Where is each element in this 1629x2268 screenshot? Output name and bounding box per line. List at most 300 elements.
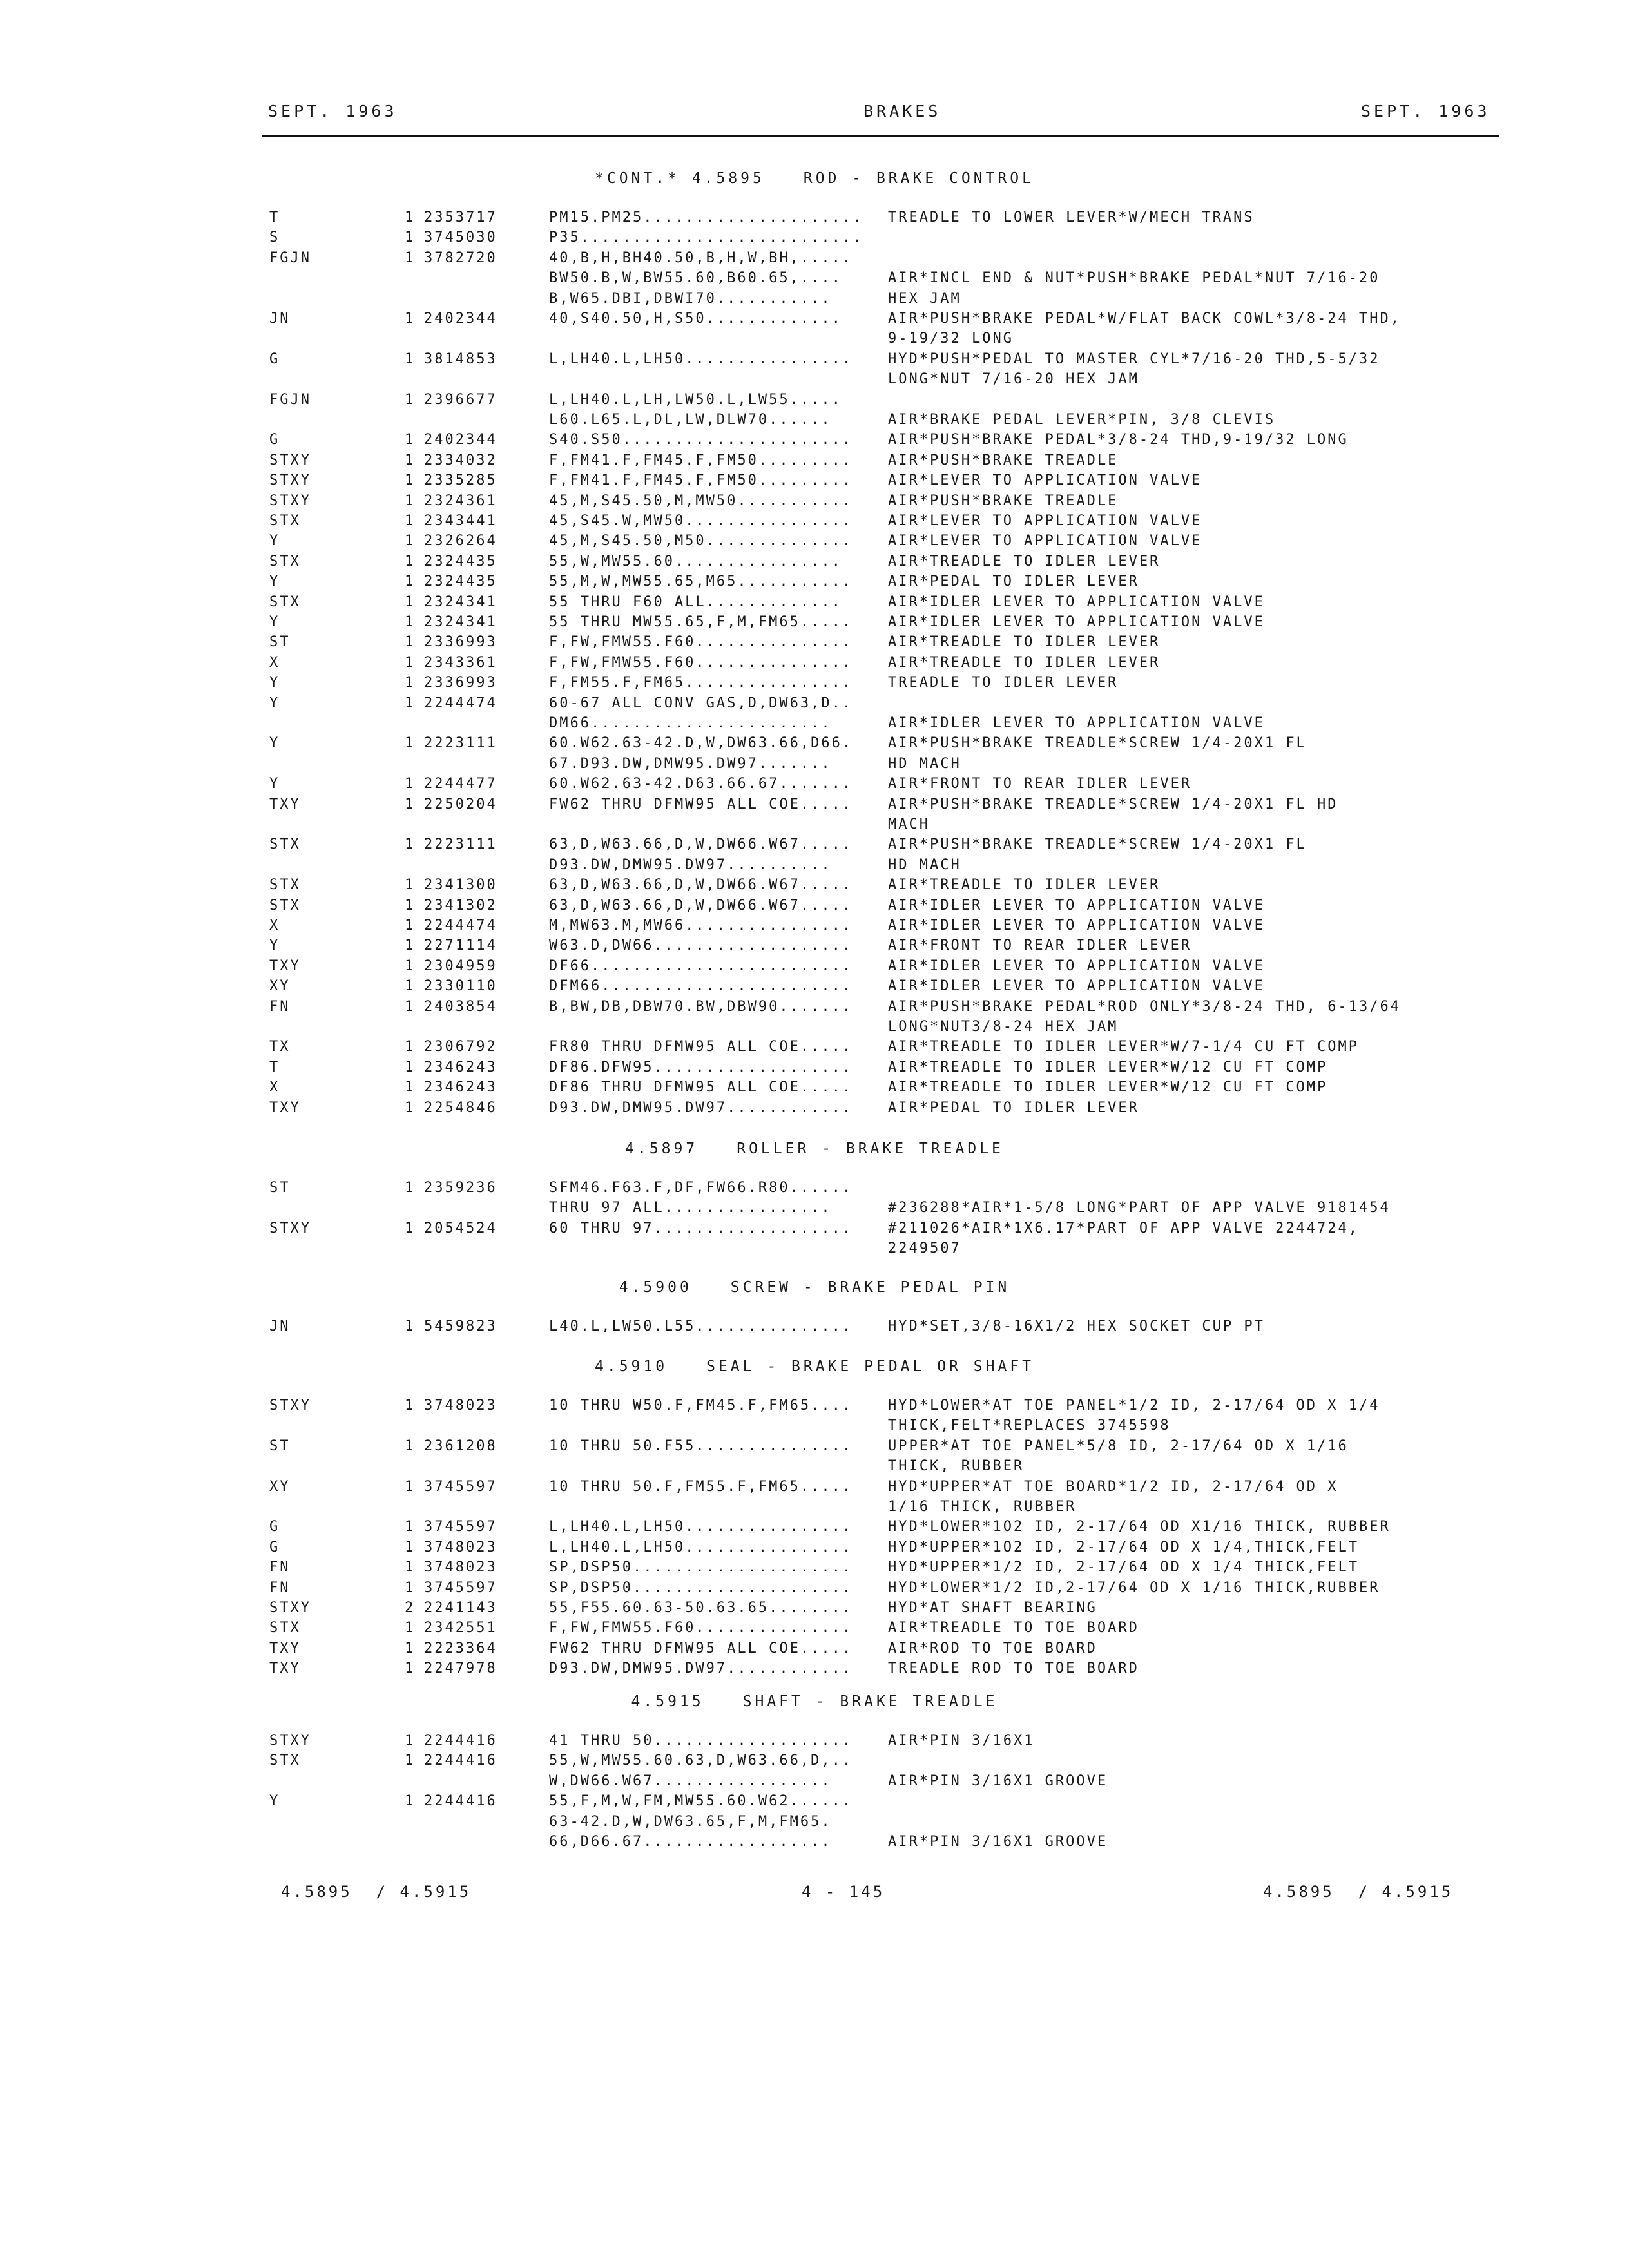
header-rule xyxy=(262,135,1499,137)
model-code: FN xyxy=(269,1579,291,1596)
application: 63,D,W63.66,D,W,DW66.W67..... xyxy=(549,836,853,853)
description: THICK, RUBBER xyxy=(888,1458,1025,1475)
application: 55,M,W,MW55.65,M65........... xyxy=(549,573,853,590)
parts-row xyxy=(0,349,1629,369)
model-code: JN xyxy=(269,1318,291,1334)
quantity: 1 xyxy=(405,776,416,793)
section-title: ROD - BRAKE CONTROL xyxy=(803,170,1034,187)
quantity: 1 xyxy=(405,229,416,246)
quantity: 1 xyxy=(405,452,416,468)
parts-row xyxy=(0,207,1629,227)
model-code: G xyxy=(269,432,280,448)
model-code: X xyxy=(269,1079,280,1096)
quantity: 1 xyxy=(405,877,416,894)
quantity: 1 xyxy=(405,1180,416,1196)
quantity: 1 xyxy=(405,432,416,448)
quantity: 1 xyxy=(405,1733,416,1749)
parts-row xyxy=(0,1751,1629,1771)
parts-row xyxy=(0,1178,1629,1198)
model-code: STXY xyxy=(269,472,311,489)
header-title: BRAKES xyxy=(863,102,941,120)
quantity: 1 xyxy=(405,492,416,509)
application: 63-42.D,W,DW63.65,F,M,FM65. xyxy=(549,1813,832,1830)
model-code: FN xyxy=(269,1559,291,1576)
parts-row xyxy=(0,976,1629,996)
part-number: 2359236 xyxy=(424,1180,497,1196)
parts-row xyxy=(0,511,1629,531)
application: M,MW63.M,MW66................ xyxy=(549,918,853,934)
parts-row xyxy=(0,653,1629,673)
application: 55 THRU F60 ALL............. xyxy=(549,593,842,610)
description: AIR*TREADLE TO IDLER LEVER*W/12 CU FT COMP xyxy=(888,1059,1328,1075)
quantity: 1 xyxy=(405,675,416,691)
part-number: 2244477 xyxy=(424,776,497,793)
description: TREADLE ROD TO TOE BOARD xyxy=(888,1660,1139,1677)
page-number: 4 - 145 xyxy=(802,1883,885,1901)
parts-row xyxy=(0,1658,1629,1678)
part-number: 2334032 xyxy=(424,452,497,468)
application: DFM66........................ xyxy=(549,978,853,995)
part-number: 2341300 xyxy=(424,877,497,894)
parts-row xyxy=(0,997,1629,1017)
part-number: 3745030 xyxy=(424,229,497,246)
description: AIR*IDLER LEVER TO APPLICATION VALVE xyxy=(888,957,1265,974)
section-number: 4.5910 xyxy=(595,1358,668,1375)
application: 40,B,H,BH40.50,B,H,W,BH,..... xyxy=(549,249,853,266)
quantity: 1 xyxy=(405,1579,416,1596)
application: FW62 THRU DFMW95 ALL COE..... xyxy=(549,796,853,812)
application: B,W65.DBI,DBWI70........... xyxy=(549,290,832,307)
parts-row xyxy=(0,227,1629,247)
section-heading xyxy=(0,1358,1629,1375)
description: AIR*PIN 3/16X1 GROOVE xyxy=(888,1834,1108,1850)
description: AIR*PEDAL TO IDLER LEVER xyxy=(888,1099,1139,1116)
application: 55,F55.60.63-50.63.65........ xyxy=(549,1600,853,1616)
description: AIR*BRAKE PEDAL LEVER*PIN, 3/8 CLEVIS xyxy=(888,412,1276,428)
quantity: 1 xyxy=(405,796,416,812)
part-number: 2336993 xyxy=(424,634,497,651)
parts-row xyxy=(0,1098,1629,1118)
description: LONG*NUT 7/16-20 HEX JAM xyxy=(888,371,1139,388)
application: FW62 THRU DFMW95 ALL COE..... xyxy=(549,1640,853,1657)
section-title: SEAL - BRAKE PEDAL OR SHAFT xyxy=(706,1358,1034,1375)
parts-row xyxy=(0,1037,1629,1057)
parts-row xyxy=(0,329,1629,349)
application: 66,D66.67.................. xyxy=(549,1834,832,1850)
quantity: 1 xyxy=(405,209,416,226)
parts-row xyxy=(0,369,1629,389)
quantity: 1 xyxy=(405,1437,416,1454)
model-code: Y xyxy=(269,614,280,630)
parts-row xyxy=(0,1537,1629,1557)
model-code: STX xyxy=(269,1620,301,1637)
description: AIR*PUSH*BRAKE PEDAL*3/8-24 THD,9-19/32 LONG xyxy=(888,432,1349,448)
part-number: 2304959 xyxy=(424,957,497,974)
quantity: 1 xyxy=(405,249,416,266)
part-number: 3782720 xyxy=(424,249,497,266)
model-code: ST xyxy=(269,1437,291,1454)
parts-row xyxy=(0,855,1629,875)
quantity: 1 xyxy=(405,634,416,651)
parts-row xyxy=(0,1017,1629,1037)
quantity: 1 xyxy=(405,978,416,995)
parts-row xyxy=(0,612,1629,632)
quantity: 1 xyxy=(405,735,416,752)
quantity: 1 xyxy=(405,1099,416,1116)
application: PM15.PM25..................... xyxy=(549,209,863,226)
parts-row xyxy=(0,956,1629,976)
application: F,FW,FMW55.F60............... xyxy=(549,1620,853,1637)
application: BW50.B,W,BW55.60,B60.65,.... xyxy=(549,270,842,287)
description: THICK,FELT*REPLACES 3745598 xyxy=(888,1418,1171,1434)
part-number: 2223111 xyxy=(424,735,497,752)
model-code: ST xyxy=(269,634,291,651)
parts-row xyxy=(0,713,1629,733)
parts-row xyxy=(0,1497,1629,1517)
parts-row xyxy=(0,896,1629,916)
parts-row xyxy=(0,916,1629,936)
description: AIR*LEVER TO APPLICATION VALVE xyxy=(888,472,1202,489)
application: B,BW,DB,DBW70.BW,DBW90....... xyxy=(549,998,853,1015)
quantity: 1 xyxy=(405,1398,416,1414)
model-code: T xyxy=(269,209,280,226)
parts-row xyxy=(0,1238,1629,1258)
quantity: 2 xyxy=(405,1600,416,1616)
application: L40.L,LW50.L55............... xyxy=(549,1318,853,1334)
description: HYD*LOWER*1/2 ID,2-17/64 OD X 1/16 THICK,RUBBER xyxy=(888,1579,1380,1596)
parts-row xyxy=(0,1416,1629,1436)
part-number: 2402344 xyxy=(424,311,497,327)
parts-row xyxy=(0,733,1629,753)
description: TREADLE TO LOWER LEVER*W/MECH TRANS xyxy=(888,209,1255,226)
parts-row xyxy=(0,268,1629,288)
model-code: STXY xyxy=(269,492,311,509)
description: UPPER*AT TOE PANEL*5/8 ID, 2-17/64 OD X 1/16 xyxy=(888,1437,1349,1454)
parts-row xyxy=(0,632,1629,652)
description: AIR*IDLER LEVER TO APPLICATION VALVE xyxy=(888,978,1265,995)
parts-row xyxy=(0,1198,1629,1218)
application: L,LH40.L,LH50................ xyxy=(549,1539,853,1555)
description: AIR*IDLER LEVER TO APPLICATION VALVE xyxy=(888,897,1265,914)
description: AIR*TREADLE TO IDLER LEVER xyxy=(888,553,1161,570)
part-number: 2346243 xyxy=(424,1079,497,1096)
application: F,FW,FMW55.F60............... xyxy=(549,654,853,671)
model-code: STX xyxy=(269,593,301,610)
application: THRU 97 ALL................ xyxy=(549,1200,832,1216)
model-code: XY xyxy=(269,1478,291,1495)
quantity: 1 xyxy=(405,654,416,671)
model-code: G xyxy=(269,351,280,367)
application: 55,W,MW55.60................ xyxy=(549,553,842,570)
model-code: Y xyxy=(269,937,280,954)
description: 9-19/32 LONG xyxy=(888,331,1014,347)
application: 40,S40.50,H,S50............. xyxy=(549,311,842,327)
model-code: X xyxy=(269,654,280,671)
quantity: 1 xyxy=(405,391,416,408)
parts-row xyxy=(0,1578,1629,1598)
application: 60.W62.63-42.D,W,DW63.66,D66. xyxy=(549,735,853,752)
part-number: 2244474 xyxy=(424,695,497,711)
description: AIR*LEVER TO APPLICATION VALVE xyxy=(888,533,1202,550)
part-number: 3814853 xyxy=(424,351,497,367)
quantity: 1 xyxy=(405,593,416,610)
application: F,FM55.F,FM65................ xyxy=(549,675,853,691)
quantity: 1 xyxy=(405,1039,416,1055)
part-number: 2244474 xyxy=(424,918,497,934)
quantity: 1 xyxy=(405,897,416,914)
parts-row xyxy=(0,1791,1629,1811)
parts-row xyxy=(0,1731,1629,1751)
application: SP,DSP50..................... xyxy=(549,1579,853,1596)
parts-row xyxy=(0,1639,1629,1658)
application: L,LH40.L,LH,LW50.L,LW55..... xyxy=(549,391,842,408)
application: S40.S50...................... xyxy=(549,432,853,448)
quantity: 1 xyxy=(405,918,416,934)
description: HEX JAM xyxy=(888,290,961,307)
quantity: 1 xyxy=(405,472,416,489)
quantity: 1 xyxy=(405,1660,416,1677)
model-code: FN xyxy=(269,998,291,1015)
parts-row xyxy=(0,592,1629,612)
part-number: 2361208 xyxy=(424,1437,497,1454)
part-number: 2054524 xyxy=(424,1220,497,1236)
application: P35........................... xyxy=(549,229,863,246)
application: D93.DW,DMW95.DW97............ xyxy=(549,1660,853,1677)
part-number: 3745597 xyxy=(424,1519,497,1535)
part-number: 3745597 xyxy=(424,1579,497,1596)
section-number: 4.5900 xyxy=(619,1279,692,1296)
parts-row xyxy=(0,1077,1629,1097)
part-number: 2346243 xyxy=(424,1059,497,1075)
application: DM66....................... xyxy=(549,715,832,731)
description: AIR*PUSH*BRAKE TREADLE xyxy=(888,452,1119,468)
model-code: FGJN xyxy=(269,391,311,408)
header-date-right: SEPT. 1963 xyxy=(1361,102,1490,120)
description: AIR*LEVER TO APPLICATION VALVE xyxy=(888,513,1202,529)
quantity: 1 xyxy=(405,614,416,630)
model-code: Y xyxy=(269,1793,280,1810)
part-number: 2306792 xyxy=(424,1039,497,1055)
parts-row xyxy=(0,1557,1629,1577)
application: D93.DW,DMW95.DW97.......... xyxy=(549,856,832,873)
model-code: Y xyxy=(269,776,280,793)
application: 10 THRU W50.F,FM45.F,FM65.... xyxy=(549,1398,853,1414)
model-code: Y xyxy=(269,675,280,691)
description: 1/16 THICK, RUBBER xyxy=(888,1499,1077,1515)
section-heading xyxy=(0,1279,1629,1296)
model-code: STXY xyxy=(269,1220,311,1236)
description: AIR*IDLER LEVER TO APPLICATION VALVE xyxy=(888,593,1265,610)
part-number: 2244416 xyxy=(424,1753,497,1769)
description: AIR*PIN 3/16X1 GROOVE xyxy=(888,1773,1108,1789)
model-code: STXY xyxy=(269,1600,311,1616)
section-title: SHAFT - BRAKE TREADLE xyxy=(742,1693,998,1710)
description: AIR*PUSH*BRAKE PEDAL*ROD ONLY*3/8-24 THD, 6-13/64 xyxy=(888,998,1402,1015)
parts-row xyxy=(0,1517,1629,1537)
description: AIR*IDLER LEVER TO APPLICATION VALVE xyxy=(888,918,1265,934)
quantity: 1 xyxy=(405,957,416,974)
model-code: X xyxy=(269,918,280,934)
parts-row xyxy=(0,693,1629,713)
parts-row xyxy=(0,1436,1629,1456)
part-number: 2403854 xyxy=(424,998,497,1015)
description: AIR*PIN 3/16X1 xyxy=(888,1733,1035,1749)
parts-row xyxy=(0,430,1629,450)
description: HD MACH xyxy=(888,755,961,772)
model-code: T xyxy=(269,1059,280,1075)
description: HYD*UPPER*AT TOE BOARD*1/2 ID, 2-17/64 OD X xyxy=(888,1478,1338,1495)
section-heading xyxy=(0,1693,1629,1710)
parts-row xyxy=(0,552,1629,572)
part-number: 2396677 xyxy=(424,391,497,408)
quantity: 1 xyxy=(405,1079,416,1096)
application: F,FM41.F,FM45.F,FM50......... xyxy=(549,472,853,489)
description: HYD*SET,3/8-16X1/2 HEX SOCKET CUP PT xyxy=(888,1318,1265,1334)
parts-row xyxy=(0,1812,1629,1832)
parts-row xyxy=(0,450,1629,470)
section-number: *CONT.* 4.5895 xyxy=(595,170,765,187)
quantity: 1 xyxy=(405,1559,416,1576)
model-code: STXY xyxy=(269,1398,311,1414)
description: AIR*PEDAL TO IDLER LEVER xyxy=(888,573,1139,590)
model-code: G xyxy=(269,1519,280,1535)
description: AIR*PUSH*BRAKE TREADLE xyxy=(888,492,1119,509)
parts-row xyxy=(0,248,1629,268)
header-date-left: SEPT. 1963 xyxy=(268,102,398,120)
section-title: ROLLER - BRAKE TREADLE xyxy=(737,1140,1004,1157)
quantity: 1 xyxy=(405,836,416,853)
model-code: STX xyxy=(269,877,301,894)
model-code: G xyxy=(269,1539,280,1555)
part-number: 2330110 xyxy=(424,978,497,995)
model-code: Y xyxy=(269,735,280,752)
description: AIR*PUSH*BRAKE TREADLE*SCREW 1/4-20X1 FL xyxy=(888,836,1307,853)
model-code: Y xyxy=(269,573,280,590)
part-number: 2326264 xyxy=(424,533,497,550)
part-number: 3745597 xyxy=(424,1478,497,1495)
description: #211026*AIR*1X6.17*PART OF APP VALVE 2244724, xyxy=(888,1220,1360,1236)
quantity: 1 xyxy=(405,1620,416,1637)
application: F,FM41.F,FM45.F,FM50......... xyxy=(549,452,853,468)
parts-row xyxy=(0,1057,1629,1077)
application: 63,D,W63.66,D,W,DW66.W67..... xyxy=(549,877,853,894)
parts-row xyxy=(0,309,1629,329)
description: HYD*LOWER*AT TOE PANEL*1/2 ID, 2-17/64 OD X 1/4 xyxy=(888,1398,1380,1414)
description: AIR*TREADLE TO IDLER LEVER xyxy=(888,634,1161,651)
part-number: 3748023 xyxy=(424,1398,497,1414)
model-code: STXY xyxy=(269,452,311,468)
quantity: 1 xyxy=(405,1519,416,1535)
model-code: STX xyxy=(269,513,301,529)
parts-row xyxy=(0,410,1629,430)
model-code: TXY xyxy=(269,796,301,812)
description: #236288*AIR*1-5/8 LONG*PART OF APP VALVE 9181454 xyxy=(888,1200,1391,1216)
quantity: 1 xyxy=(405,351,416,367)
description: AIR*PUSH*BRAKE TREADLE*SCREW 1/4-20X1 FL HD xyxy=(888,796,1338,812)
description: AIR*ROD TO TOE BOARD xyxy=(888,1640,1097,1657)
parts-row xyxy=(0,1316,1629,1336)
application: 10 THRU 50.F55............... xyxy=(549,1437,853,1454)
part-number: 2223111 xyxy=(424,836,497,853)
description: AIR*TREADLE TO IDLER LEVER xyxy=(888,654,1161,671)
model-code: S xyxy=(269,229,280,246)
part-number: 2335285 xyxy=(424,472,497,489)
part-number: 2250204 xyxy=(424,796,497,812)
parts-row xyxy=(0,1771,1629,1791)
application: D93.DW,DMW95.DW97............ xyxy=(549,1099,853,1116)
part-number: 3748023 xyxy=(424,1539,497,1555)
model-code: TXY xyxy=(269,957,301,974)
model-code: XY xyxy=(269,978,291,995)
quantity: 1 xyxy=(405,513,416,529)
quantity: 1 xyxy=(405,573,416,590)
parts-row xyxy=(0,572,1629,591)
part-number: 2324341 xyxy=(424,614,497,630)
parts-row xyxy=(0,794,1629,814)
application: W63.D,DW66................... xyxy=(549,937,853,954)
footer-range-right: 4.5895 / 4.5915 xyxy=(1263,1883,1454,1901)
part-number: 2341302 xyxy=(424,897,497,914)
application: 60-67 ALL CONV GAS,D,DW63,D.. xyxy=(549,695,853,711)
part-number: 2336993 xyxy=(424,675,497,691)
application: DF66......................... xyxy=(549,957,853,974)
model-code: STXY xyxy=(269,1733,311,1749)
application: 60.W62.63-42.D63.66.67....... xyxy=(549,776,853,793)
model-code: STX xyxy=(269,1753,301,1769)
application: 45,S45.W,MW50................ xyxy=(549,513,853,529)
parts-row xyxy=(0,814,1629,834)
part-number: 2324341 xyxy=(424,593,497,610)
parts-row xyxy=(0,1218,1629,1238)
parts-row xyxy=(0,673,1629,693)
footer-range-left: 4.5895 / 4.5915 xyxy=(281,1883,472,1901)
part-number: 2324361 xyxy=(424,492,497,509)
application: W,DW66.W67................. xyxy=(549,1773,832,1789)
parts-row xyxy=(0,774,1629,794)
quantity: 1 xyxy=(405,1220,416,1236)
parts-row xyxy=(0,875,1629,895)
application: 55 THRU MW55.65,F,M,FM65..... xyxy=(549,614,853,630)
application: L,LH40.L,LH50................ xyxy=(549,1519,853,1535)
quantity: 1 xyxy=(405,1753,416,1769)
model-code: STX xyxy=(269,836,301,853)
model-code: FGJN xyxy=(269,249,311,266)
application: 63,D,W63.66,D,W,DW66.W67..... xyxy=(549,897,853,914)
description: AIR*TREADLE TO IDLER LEVER*W/7-1/4 CU FT COMP xyxy=(888,1039,1360,1055)
parts-row xyxy=(0,531,1629,551)
application: F,FW,FMW55.F60............... xyxy=(549,634,853,651)
parts-row xyxy=(0,1598,1629,1618)
part-number: 3748023 xyxy=(424,1559,497,1576)
part-number: 2271114 xyxy=(424,937,497,954)
part-number: 2241143 xyxy=(424,1600,497,1616)
part-number: 2343361 xyxy=(424,654,497,671)
quantity: 1 xyxy=(405,1059,416,1075)
parts-row xyxy=(0,1396,1629,1416)
application: 55,W,MW55.60.63,D,W63.66,D,.. xyxy=(549,1753,853,1769)
application: DF86.DFW95................... xyxy=(549,1059,853,1075)
quantity: 1 xyxy=(405,998,416,1015)
description: MACH xyxy=(888,816,930,832)
application: SP,DSP50..................... xyxy=(549,1559,853,1576)
part-number: 2324435 xyxy=(424,573,497,590)
quantity: 1 xyxy=(405,1640,416,1657)
parts-row xyxy=(0,834,1629,854)
description: AIR*IDLER LEVER TO APPLICATION VALVE xyxy=(888,614,1265,630)
description: 2249507 xyxy=(888,1240,961,1257)
section-number: 4.5915 xyxy=(631,1693,704,1710)
part-number: 2402344 xyxy=(424,432,497,448)
